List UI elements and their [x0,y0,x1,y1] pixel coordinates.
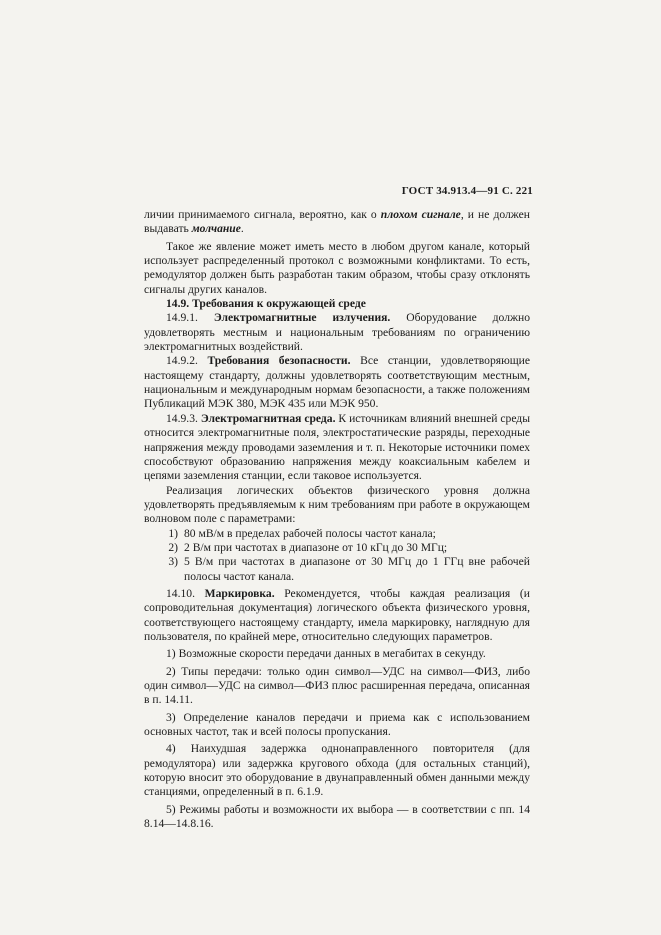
document-body [144,208,530,831]
clause-title: Электромагнитная среда. [200,411,336,425]
paragraph: Реализация логических объектов физического уровня должна удовлетворять предъявляемым к ним требованиям при работе в окружающем волновом поле с параметрами: [144,483,530,526]
clause-14-9-2: 14.9.2. Требования безопасности. Все станции, удовлетворяющие настоящему стандарту, должны удовлетворять соответствующим местным, национальным и международным нормам безопасности, а также положениям Публикаций МЭК 380, МЭК 435 или МЭК 950. [144,354,531,411]
paragraph: Такое же явление может иметь место в любом другом канале, который использует распределенный протокол с возможными конфликтами. То есть, ремодулятор должен быть разработан таким образом, чтобы сразу отклонять сигналы других каналов. [144,239,530,296]
section-heading-14-9: 14.9. Требования к окружающей среде [166,297,366,311]
marking-item: 3) Определение каналов передачи и приема как с использованием основных частот, так и всей полосы пропускания. [144,710,530,739]
clause-14-9-1: 14.9.1. Электромагнитные излучения. Оборудование должно удовлетворять местным и национальным требованиям по ограничению электромагнитных воздействий. [144,311,531,354]
page-header: ГОСТ 34.913.4—91 С. 221 [401,185,533,197]
italic-term: плохом сигнале [380,208,461,221]
env-parameter-list [144,527,530,584]
paragraph-continuation: личии принимаемого сигнала, вероятно, как о плохом сигнале, и не должен выдавать молчание. [144,208,530,236]
list-item: 3) 5 В/м при частотах в диапазоне от 30 МГц до 1 ГГц вне рабочей полосы частот канала. [168,555,530,583]
marking-item: 4) Наихудшая задержка однонаправленного повторителя (для ремодулятора) или задержка кругового обхода (для остальных станций), которую вносит это оборудование в двунаправленный обмен данными между станциями, определенный в п. 6.1.9. [144,742,530,799]
marking-item: 1) Возможные скорости передачи данных в мегабитах в секунду. [166,647,486,661]
clause-title: Требования безопасности. [207,354,351,368]
clause-title: Электромагнитные излучения. [213,311,391,325]
clause-14-9-3: 14.9.3. Электромагнитная среда. К источникам влияний внешней среды относится электромагнитные поля, электростатические разряды, переходные напряжения между проводами заземления и т. п. Некоторые источники помех способствуют образованию напряжения между коаксиальным кабелем и цепями заземления станции, если таковое используется. [144,411,530,483]
marking-item: 5) Режимы работы и возможности их выбора — в соответствии с пп. 14 8.14—14.8.16. [144,802,530,831]
clause-14-10: 14.10. Маркировка. Рекомендуется, чтобы каждая реализация (и сопроводительная документация) логического объекта физического уровня, соответствующего настоящему стандарту, имела маркировку, наглядную для пользователя, по крайней мере, относительно следующих параметров. [144,586,530,643]
clause-title: Маркировка. [204,586,275,600]
italic-term: молчание [191,222,241,236]
list-item: 2) 2 В/м при частотах в диапазоне от 10 кГц до 30 МГц; [168,540,448,554]
list-item: 1) 80 мВ/м в пределах рабочей полосы частот канала; [168,526,436,540]
marking-item: 2) Типы передачи: только один символ—УДС на символ—ФИЗ, либо один символ—УДС на символ—ФИЗ плюс расширенная передача, описанная в п. 14.11. [144,664,530,707]
